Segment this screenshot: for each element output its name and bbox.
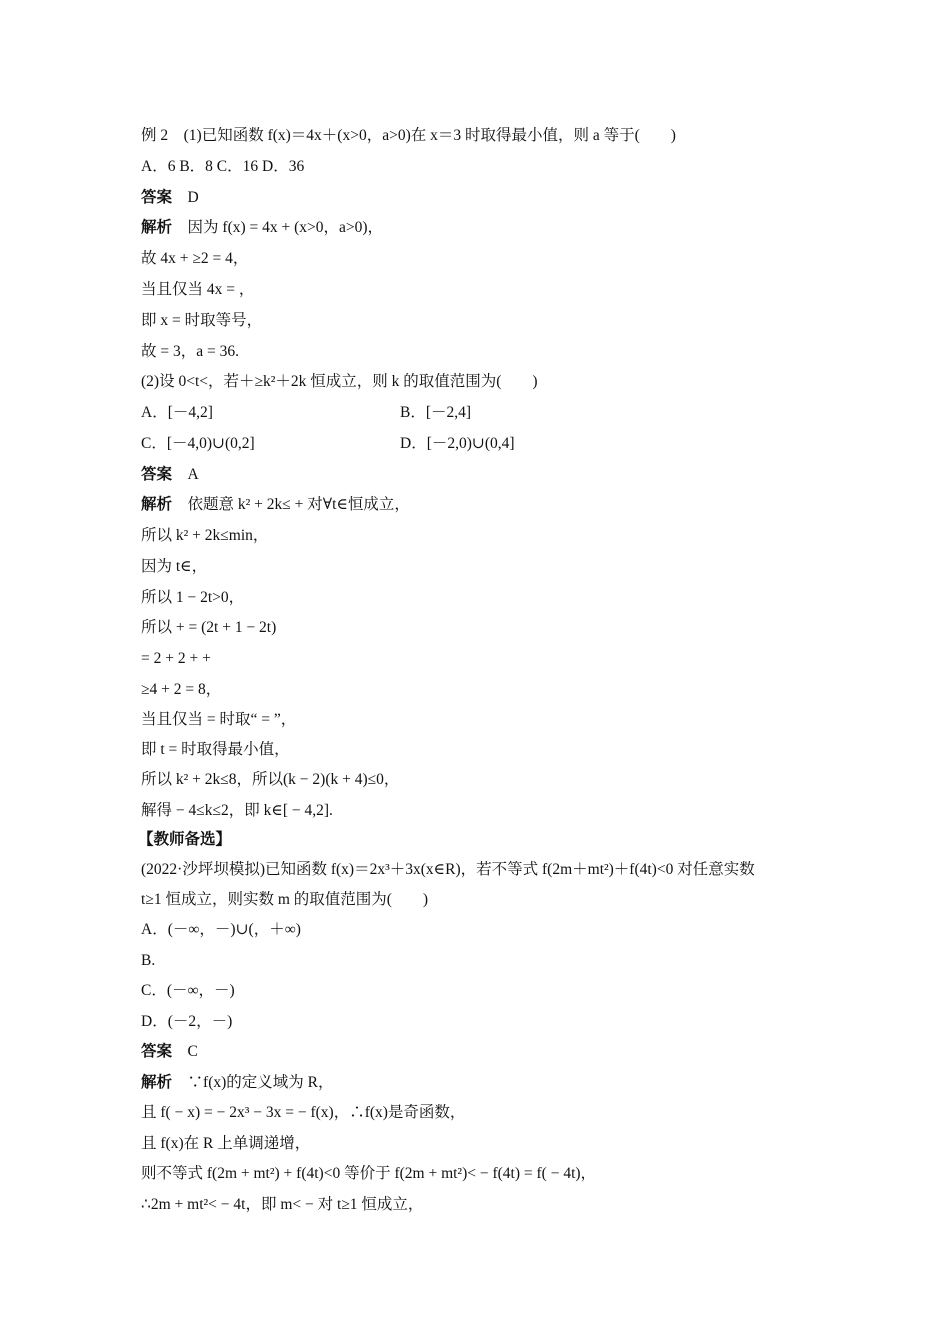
analysis-2-line-5: 所以 + = (2t + 1 − 2t) [141,619,277,636]
analysis-2-line-10: 所以 k² + 2k≤8，所以(k − 2)(k + 4)≤0， [141,771,400,788]
analysis-1-line-1: 解析 因为 f(x) = 4x + (x>0，a>0)， [141,219,384,236]
analysis-3-line-3: 且 f(x)在 R 上单调递增， [141,1135,311,1152]
analysis-3-line-1: 解析 ∵f(x)的定义域为 R， [141,1074,334,1091]
analysis-2-line-2: 所以 k² + 2k≤min， [141,527,269,544]
analysis-1-line-4: 即 x = 时取等号， [141,312,263,329]
example-2-question-1: 例 2 (1)已知函数 f(x)＝4x＋(x>0，a>0)在 x＝3 时取得最小值，则 a 等于( ) [141,127,676,144]
analysis-1-line-2: 故 4x + ≥2 = 4， [141,250,249,267]
answer-3: 答案 C [141,1043,198,1060]
teacher-option-b: B. [141,952,156,969]
analysis-2-line-3: 因为 t∈， [141,558,208,575]
analysis-3-line-2: 且 f( − x) = − 2x³ − 3x = − f(x)，∴f(x)是奇函数， [141,1104,466,1121]
answer-1: 答案 D [141,189,199,206]
example-2-question-2: (2)设 0<t<，若＋≥k²＋2k 恒成立，则 k 的取值范围为( ) [141,373,538,390]
option-a: A．[－4,2] [141,404,213,421]
analysis-2-line-1: 解析 依题意 k² + 2k≤ + 对∀t∈恒成立， [141,496,410,513]
question-2-options-row-1 [141,403,841,423]
analysis-2-line-8: 当且仅当 = 时取“ = ”， [141,711,297,728]
example-2-question-1-options: A．6 B．8 C．16 D．36 [141,158,305,175]
teacher-option-d: D．(－2，－) [141,1013,233,1030]
option-b: B．[－2,4] [400,404,472,421]
teacher-question-line-2: t≥1 恒成立，则实数 m 的取值范围为( ) [141,891,429,908]
analysis-3-line-4: 则不等式 f(2m + mt²) + f(4t)<0 等价于 f(2m + mt²)< − f(4t) = f( − 4t)， [141,1165,597,1182]
teacher-selection-heading: 【教师备选】 [138,831,232,848]
analysis-2-line-6: = 2 + 2 + + [141,650,211,667]
analysis-1-line-5: 故 = 3，a = 36. [141,343,239,360]
analysis-2-line-11: 解得 − 4≤k≤2，即 k∈[ − 4,2]. [141,802,333,819]
option-d: D．[－2,0)∪(0,4] [400,435,515,452]
analysis-1-line-3: 当且仅当 4x = ， [141,281,255,298]
analysis-2-line-7: ≥4 + 2 = 8， [141,681,222,698]
teacher-question-line-1: (2022·沙坪坝模拟)已知函数 f(x)＝2x³＋3x(x∈R)，若不等式 f(2m＋mt²)＋f(4t)<0 对任意实数 [141,861,755,878]
teacher-option-a: A．(－∞，－)∪(，＋∞) [141,921,301,938]
analysis-2-line-9: 即 t = 时取得最小值， [141,741,290,758]
teacher-option-c: C．(－∞，－) [141,982,235,999]
answer-2: 答案 A [141,466,199,483]
question-2-options-row-2 [141,434,841,454]
option-c: C．[－4,0)∪(0,2] [141,435,255,452]
analysis-2-line-4: 所以 1 − 2t>0， [141,589,245,606]
analysis-3-line-5: ∴2m + mt²< − 4t，即 m< − 对 t≥1 恒成立， [141,1196,424,1213]
